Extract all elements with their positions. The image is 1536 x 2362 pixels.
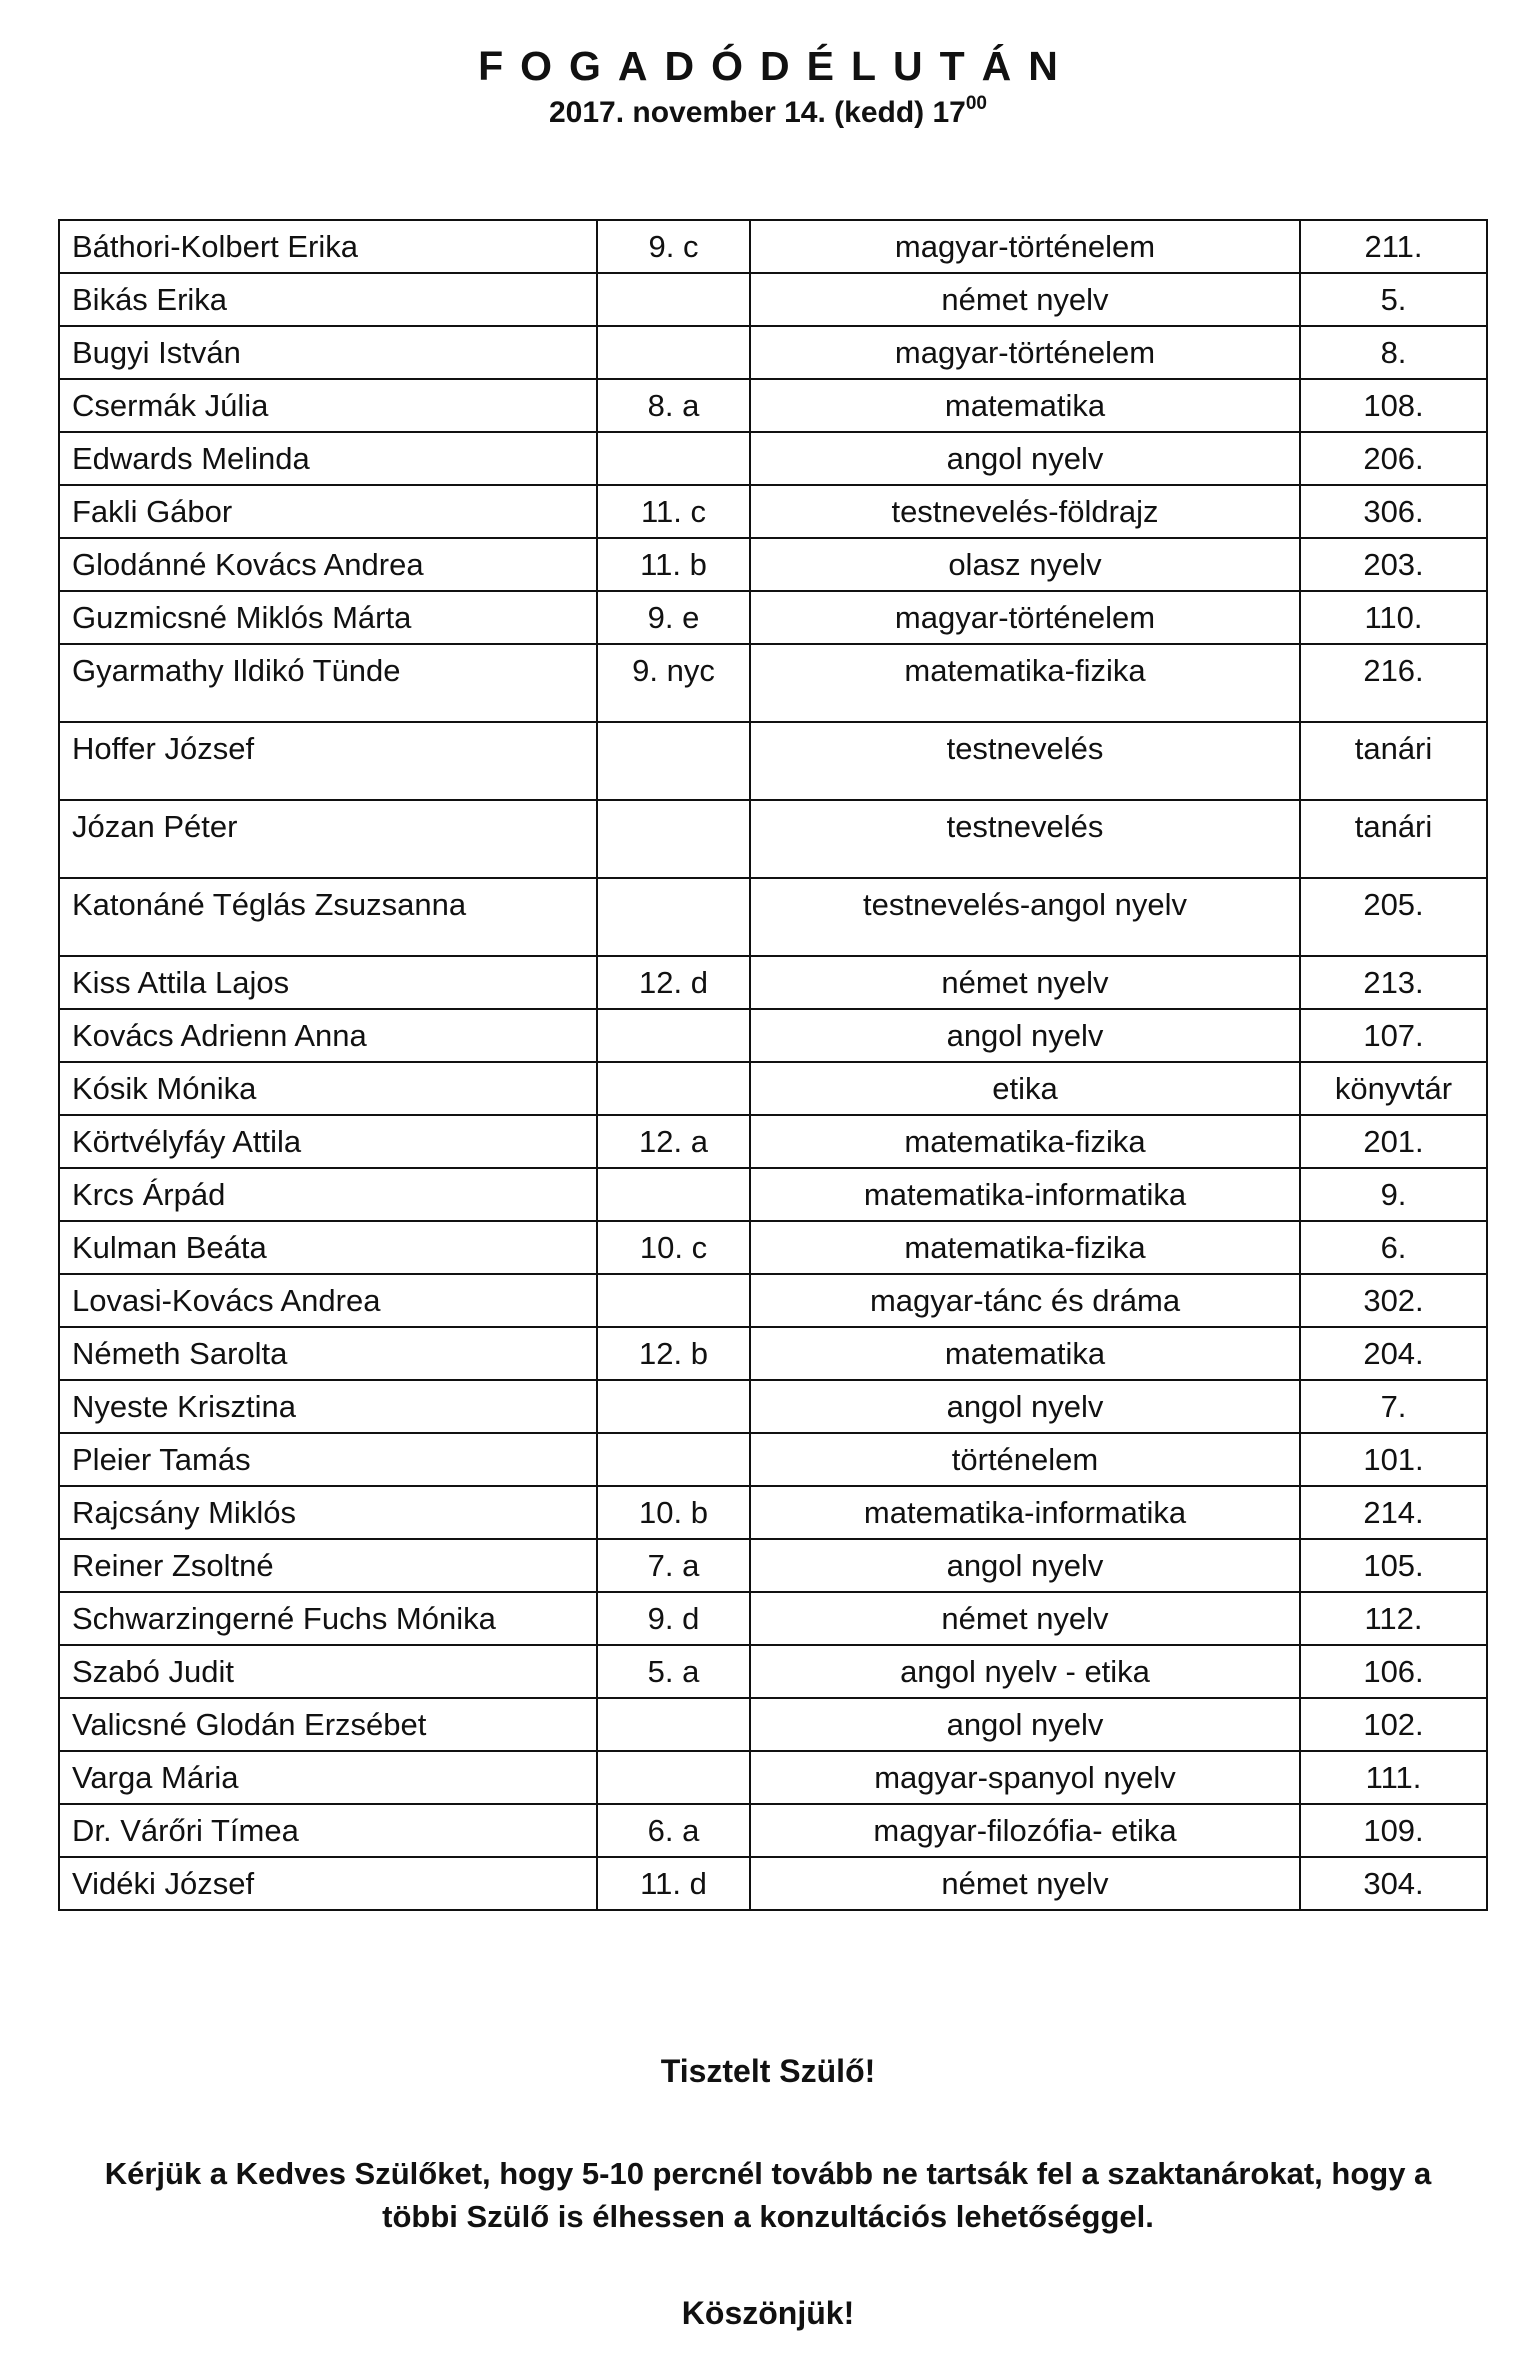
class-cell — [597, 432, 750, 485]
table-row — [59, 1274, 1487, 1327]
room-cell: 111. — [1300, 1751, 1487, 1804]
class-cell — [597, 1380, 750, 1433]
room-cell: 205. — [1300, 878, 1487, 956]
teacher-schedule-table — [58, 219, 1488, 1911]
table-row — [59, 1009, 1487, 1062]
class-cell — [597, 326, 750, 379]
subject-cell: német nyelv — [750, 1857, 1300, 1910]
subject-cell: testnevelés-angol nyelv — [750, 878, 1300, 956]
table-row — [59, 1327, 1487, 1380]
room-cell: 8. — [1300, 326, 1487, 379]
class-cell: 12. d — [597, 956, 750, 1009]
class-cell: 9. nyc — [597, 644, 750, 722]
subject-cell: magyar-filozófia- etika — [750, 1804, 1300, 1857]
table-row — [59, 1539, 1487, 1592]
footer-thanks: Köszönjük! — [681, 2295, 855, 2331]
class-cell: 11. d — [597, 1857, 750, 1910]
subject-cell: angol nyelv — [750, 1698, 1300, 1751]
class-cell: 7. a — [597, 1539, 750, 1592]
teacher-schedule-body — [59, 220, 1487, 1910]
footer-message-line-2: többi Szülő is élhessen a konzultációs lehetőséggel. — [382, 2199, 1154, 2234]
teacher-name-cell: Báthori-Kolbert Erika — [59, 220, 597, 273]
class-cell — [597, 1009, 750, 1062]
teacher-name-cell: Katonáné Téglás Zsuzsanna — [59, 878, 597, 956]
table-row — [59, 591, 1487, 644]
subject-cell: matematika-informatika — [750, 1486, 1300, 1539]
table-row — [59, 878, 1487, 956]
teacher-name-cell: Lovasi-Kovács Andrea — [59, 1274, 597, 1327]
table-row — [59, 1698, 1487, 1751]
room-cell: 101. — [1300, 1433, 1487, 1486]
teacher-name-cell: Kiss Attila Lajos — [59, 956, 597, 1009]
teacher-name-cell: Reiner Zsoltné — [59, 1539, 597, 1592]
class-cell: 5. a — [597, 1645, 750, 1698]
teacher-name-cell: Nyeste Krisztina — [59, 1380, 597, 1433]
subject-cell: etika — [750, 1062, 1300, 1115]
teacher-name-cell: Pleier Tamás — [59, 1433, 597, 1486]
class-cell — [597, 1751, 750, 1804]
class-cell — [597, 1062, 750, 1115]
teacher-name-cell: Edwards Melinda — [59, 432, 597, 485]
subject-cell: angol nyelv — [750, 1380, 1300, 1433]
event-date — [0, 93, 1536, 130]
room-cell: 216. — [1300, 644, 1487, 722]
teacher-name-cell: Kósik Mónika — [59, 1062, 597, 1115]
room-cell: 112. — [1300, 1592, 1487, 1645]
teacher-name-cell: Rajcsány Miklós — [59, 1486, 597, 1539]
class-cell — [597, 1433, 750, 1486]
class-cell: 9. c — [597, 220, 750, 273]
subject-cell: angol nyelv — [750, 1009, 1300, 1062]
teacher-name-cell: Csermák Júlia — [59, 379, 597, 432]
class-cell: 12. b — [597, 1327, 750, 1380]
room-cell: könyvtár — [1300, 1062, 1487, 1115]
subject-cell: német nyelv — [750, 273, 1300, 326]
table-row — [59, 1645, 1487, 1698]
subject-cell: német nyelv — [750, 1592, 1300, 1645]
subject-cell: matematika-fizika — [750, 1115, 1300, 1168]
subject-cell: testnevelés — [750, 800, 1300, 878]
subject-cell: történelem — [750, 1433, 1300, 1486]
room-cell: 206. — [1300, 432, 1487, 485]
event-date-text: 2017. november 14. (kedd) 17 — [548, 96, 966, 129]
table-row — [59, 722, 1487, 800]
subject-cell: angol nyelv — [750, 432, 1300, 485]
table-row — [59, 1486, 1487, 1539]
teacher-name-cell: Bugyi István — [59, 326, 597, 379]
teacher-name-cell: Fakli Gábor — [59, 485, 597, 538]
class-cell — [597, 273, 750, 326]
table-row — [59, 432, 1487, 485]
teacher-name-cell: Németh Sarolta — [59, 1327, 597, 1380]
class-cell — [597, 800, 750, 878]
table-row — [59, 538, 1487, 591]
class-cell: 10. b — [597, 1486, 750, 1539]
table-row — [59, 956, 1487, 1009]
teacher-name-cell: Vidéki József — [59, 1857, 597, 1910]
subject-cell: testnevelés-földrajz — [750, 485, 1300, 538]
room-cell: 213. — [1300, 956, 1487, 1009]
room-cell: 203. — [1300, 538, 1487, 591]
subject-cell: matematika-informatika — [750, 1168, 1300, 1221]
table-row — [59, 1433, 1487, 1486]
subject-cell: magyar-spanyol nyelv — [750, 1751, 1300, 1804]
subject-cell: angol nyelv - etika — [750, 1645, 1300, 1698]
class-cell — [597, 1274, 750, 1327]
room-cell: 7. — [1300, 1380, 1487, 1433]
table-row — [59, 644, 1487, 722]
subject-cell: matematika-fizika — [750, 644, 1300, 722]
teacher-name-cell: Dr. Várőri Tímea — [59, 1804, 597, 1857]
room-cell: 204. — [1300, 1327, 1487, 1380]
table-row — [59, 220, 1487, 273]
page-title: FOGADÓDÉLUTÁN — [478, 43, 1075, 89]
class-cell: 10. c — [597, 1221, 750, 1274]
footer-message-line-1: Kérjük a Kedves Szülőket, hogy 5-10 percnél tovább ne tartsák fel a szaktanárokat, hogy a — [104, 2156, 1432, 2191]
room-cell: tanári — [1300, 722, 1487, 800]
room-cell: 108. — [1300, 379, 1487, 432]
event-time-minutes: 00 — [965, 93, 987, 114]
class-cell — [597, 722, 750, 800]
table-row — [59, 326, 1487, 379]
room-cell: 109. — [1300, 1804, 1487, 1857]
class-cell — [597, 1698, 750, 1751]
table-row — [59, 800, 1487, 878]
subject-cell: magyar-történelem — [750, 591, 1300, 644]
table-row — [59, 379, 1487, 432]
room-cell: 107. — [1300, 1009, 1487, 1062]
teacher-name-cell: Krcs Árpád — [59, 1168, 597, 1221]
class-cell — [597, 878, 750, 956]
room-cell: 211. — [1300, 220, 1487, 273]
teacher-name-cell: Józan Péter — [59, 800, 597, 878]
room-cell: 201. — [1300, 1115, 1487, 1168]
teacher-name-cell: Gyarmathy Ildikó Tünde — [59, 644, 597, 722]
room-cell: 106. — [1300, 1645, 1487, 1698]
subject-cell: magyar-történelem — [750, 220, 1300, 273]
room-cell: 6. — [1300, 1221, 1487, 1274]
room-cell: 302. — [1300, 1274, 1487, 1327]
subject-cell: német nyelv — [750, 956, 1300, 1009]
table-row — [59, 1857, 1487, 1910]
table-row — [59, 1221, 1487, 1274]
teacher-name-cell: Valicsné Glodán Erzsébet — [59, 1698, 597, 1751]
room-cell: 105. — [1300, 1539, 1487, 1592]
class-cell — [597, 1168, 750, 1221]
teacher-name-cell: Kulman Beáta — [59, 1221, 597, 1274]
teacher-name-cell: Bikás Erika — [59, 273, 597, 326]
table-row — [59, 1751, 1487, 1804]
room-cell: 214. — [1300, 1486, 1487, 1539]
subject-cell: magyar-történelem — [750, 326, 1300, 379]
subject-cell: testnevelés — [750, 722, 1300, 800]
room-cell: 304. — [1300, 1857, 1487, 1910]
class-cell: 12. a — [597, 1115, 750, 1168]
room-cell: 5. — [1300, 273, 1487, 326]
teacher-name-cell: Kovács Adrienn Anna — [59, 1009, 597, 1062]
teacher-name-cell: Varga Mária — [59, 1751, 597, 1804]
subject-cell: matematika — [750, 1327, 1300, 1380]
teacher-name-cell: Guzmicsné Miklós Márta — [59, 591, 597, 644]
room-cell: 306. — [1300, 485, 1487, 538]
class-cell: 6. a — [597, 1804, 750, 1857]
table-row — [59, 1168, 1487, 1221]
teacher-name-cell: Szabó Judit — [59, 1645, 597, 1698]
footer-greeting: Tisztelt Szülő! — [660, 2053, 876, 2089]
subject-cell: olasz nyelv — [750, 538, 1300, 591]
table-row — [59, 485, 1487, 538]
table-row — [59, 1062, 1487, 1115]
class-cell: 11. c — [597, 485, 750, 538]
footer-message — [70, 2152, 1466, 2238]
teacher-name-cell: Schwarzingerné Fuchs Mónika — [59, 1592, 597, 1645]
class-cell: 9. d — [597, 1592, 750, 1645]
subject-cell: angol nyelv — [750, 1539, 1300, 1592]
subject-cell: matematika-fizika — [750, 1221, 1300, 1274]
teacher-name-cell: Glodánné Kovács Andrea — [59, 538, 597, 591]
teacher-name-cell: Körtvélyfáy Attila — [59, 1115, 597, 1168]
table-row — [59, 273, 1487, 326]
class-cell: 9. e — [597, 591, 750, 644]
table-row — [59, 1804, 1487, 1857]
table-row — [59, 1592, 1487, 1645]
table-row — [59, 1115, 1487, 1168]
subject-cell: matematika — [750, 379, 1300, 432]
room-cell: 9. — [1300, 1168, 1487, 1221]
table-row — [59, 1380, 1487, 1433]
class-cell: 11. b — [597, 538, 750, 591]
subject-cell: magyar-tánc és dráma — [750, 1274, 1300, 1327]
class-cell: 8. a — [597, 379, 750, 432]
teacher-name-cell: Hoffer József — [59, 722, 597, 800]
room-cell: 110. — [1300, 591, 1487, 644]
room-cell: 102. — [1300, 1698, 1487, 1751]
room-cell: tanári — [1300, 800, 1487, 878]
